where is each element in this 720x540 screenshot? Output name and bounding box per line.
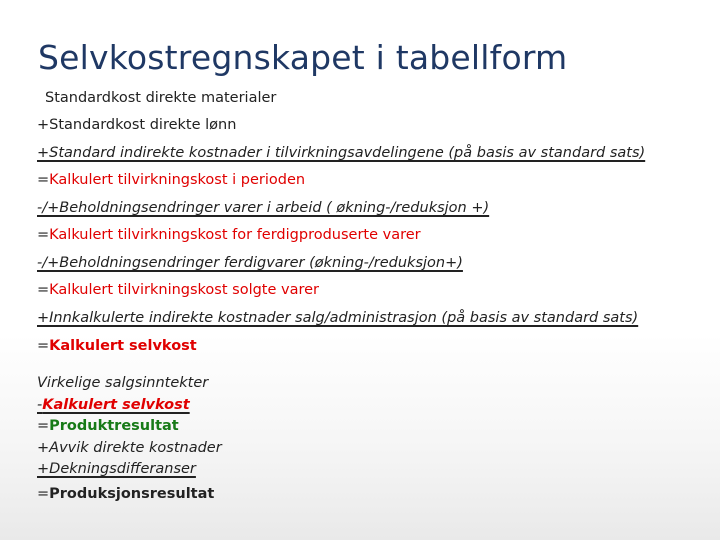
line-standard-materials: Standardkost direkte materialer	[45, 90, 277, 106]
minus-symbol: -	[37, 397, 43, 413]
line-minus-calculated-full-cost	[37, 396, 190, 414]
line-finished-goods-inventory-change: -/+Beholdningsendringer ferdigvarer (økning-/reduksjon+)	[37, 255, 463, 271]
line-calculated-full-cost	[37, 337, 197, 355]
line-standard-indirect-costs: +Standard indirekte kostnader i tilvirkningsavdelingene (på basis av standard sats)	[37, 145, 646, 161]
line-actual-sales-revenue: Virkelige salgsinntekter	[37, 375, 209, 391]
product-result-label: Produktresultat	[49, 418, 179, 434]
slide-title: Selvkostregnskapet i tabellform	[38, 38, 568, 77]
equals-symbol: =	[37, 338, 50, 354]
line-production-cost-sold	[37, 281, 319, 299]
equals-symbol: =	[37, 418, 50, 434]
production-cost-finished-label: Kalkulert tilvirkningskost for ferdigproduserte varer	[49, 227, 421, 243]
line-production-result	[37, 485, 214, 503]
line-direct-cost-variance: +Avvik direkte kostnader	[37, 440, 222, 456]
line-product-result	[37, 417, 179, 435]
line-production-cost-finished	[37, 226, 421, 244]
production-result-label: Produksjonsresultat	[49, 486, 215, 502]
equals-symbol: =	[37, 227, 50, 243]
production-cost-period-label: Kalkulert tilvirkningskost i perioden	[49, 172, 306, 188]
equals-symbol: =	[37, 486, 50, 502]
line-coverage-differences: +Dekningsdifferanser	[37, 461, 196, 477]
equals-symbol: =	[37, 172, 50, 188]
minus-calculated-full-cost-label: Kalkulert selvkost	[42, 397, 190, 413]
calculated-full-cost-label: Kalkulert selvkost	[49, 338, 197, 354]
production-cost-sold-label: Kalkulert tilvirkningskost solgte varer	[49, 282, 320, 298]
equals-symbol: =	[37, 282, 50, 298]
line-wip-inventory-change: -/+Beholdningsendringer varer i arbeid ( økning-/reduksjon +)	[37, 200, 490, 216]
line-indirect-sales-admin: +Innkalkulerte indirekte kostnader salg/administrasjon (på basis av standard sats)	[37, 310, 639, 326]
line-standard-labor: +Standardkost direkte lønn	[37, 117, 237, 133]
line-production-cost-period	[37, 171, 305, 189]
